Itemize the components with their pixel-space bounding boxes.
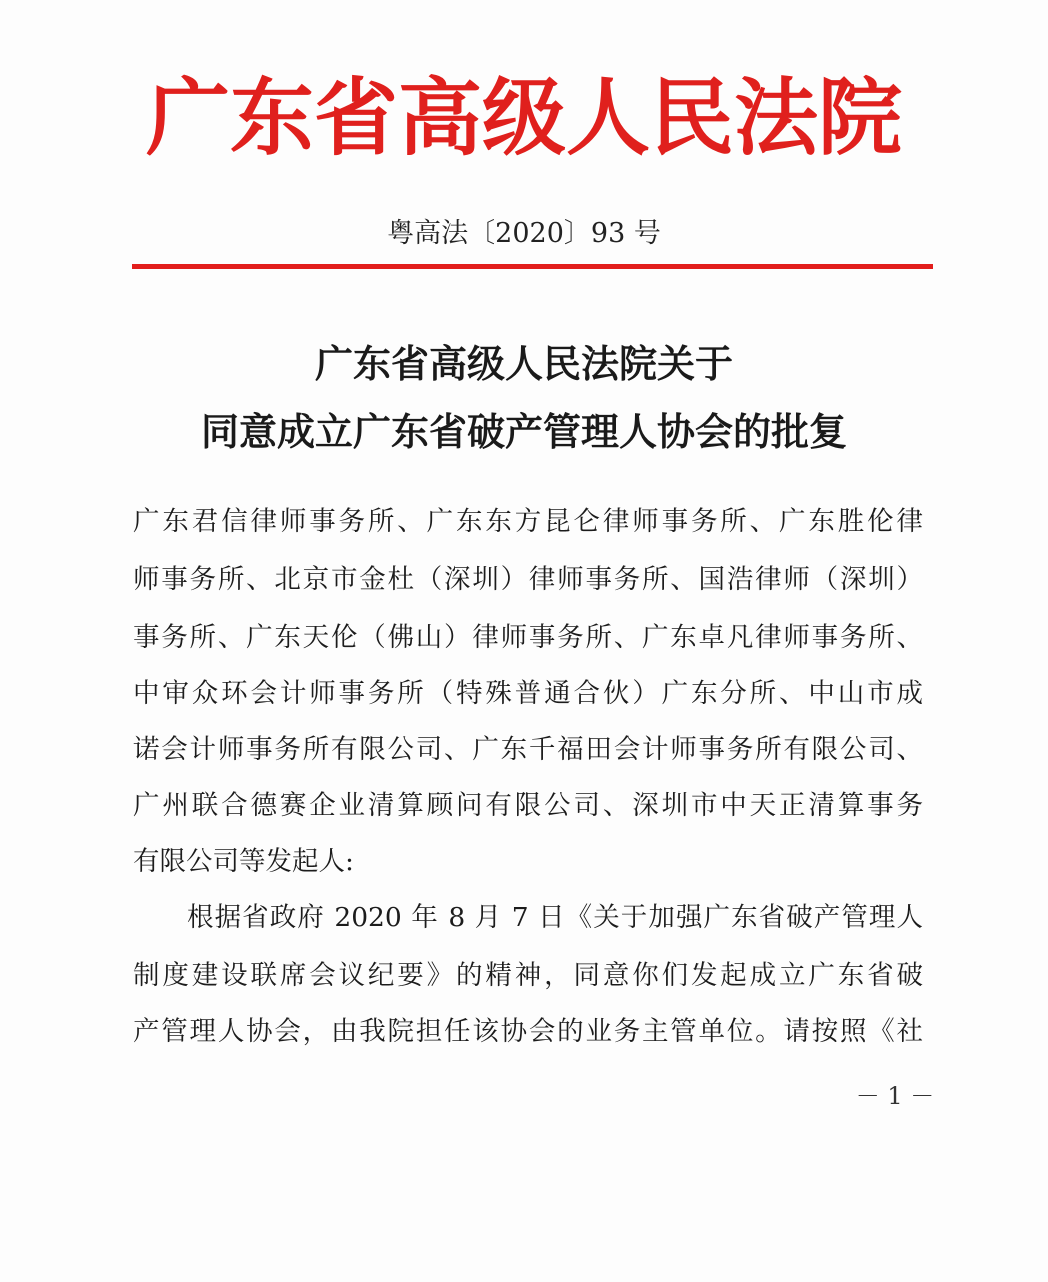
body-text-line: 诺会计师事务所有限公司、广东千福田会计师事务所有限公司、 (133, 734, 923, 765)
body-text-line: 广东君信律师事务所、广东东方昆仑律师事务所、广东胜伦律 (133, 506, 923, 537)
body-text-line: 产管理人协会，由我院担任该协会的业务主管单位。请按照《社 (133, 1016, 923, 1047)
body-text-line: 中审众环会计师事务所（特殊普通合伙）广东分所、中山市成 (133, 678, 923, 709)
body-text-line: 广州联合德赛企业清算顾问有限公司、深圳市中天正清算事务 (133, 790, 923, 821)
court-letterhead: 广东省高级人民法院 (145, 69, 902, 167)
document-title-line-1: 广东省高级人民法院关于 (314, 342, 733, 386)
document-title-line-2: 同意成立广东省破产管理人协会的批复 (200, 410, 847, 454)
body-text-line: 根据省政府 2020 年 8 月 7 日《关于加强广东省破产管理人 (187, 902, 923, 933)
body-text-line: 制度建设联席会议纪要》的精神，同意你们发起成立广东省破 (133, 960, 923, 991)
body-text-line: 事务所、广东天伦（佛山）律师事务所、广东卓凡律师事务所、 (133, 622, 923, 653)
page-number: － 1 － (855, 1082, 935, 1110)
red-divider-line (132, 264, 933, 269)
body-text-line: 有限公司等发起人: (133, 846, 354, 877)
body-text-line: 师事务所、北京市金杜（深圳）律师事务所、国浩律师（深圳） (133, 564, 923, 595)
document-number: 粤高法〔2020〕93 号 (387, 218, 661, 249)
